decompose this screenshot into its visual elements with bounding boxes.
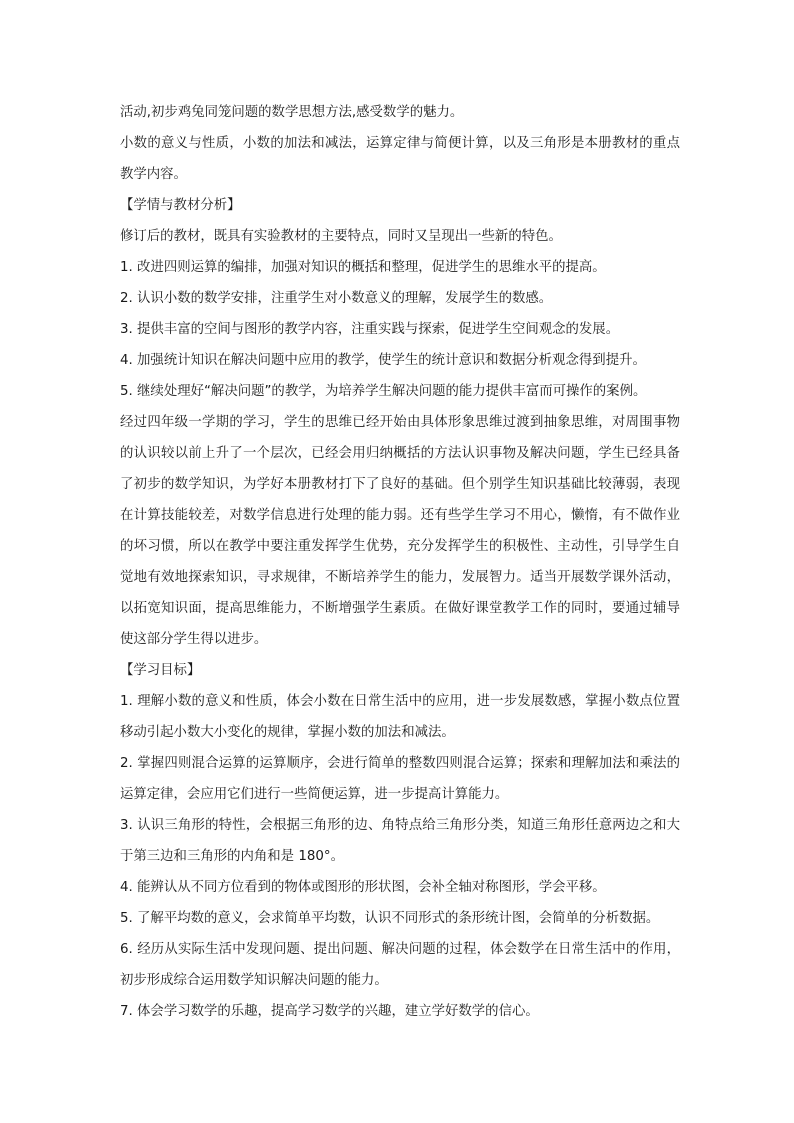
list-item-feature-2: 2. 认识小数的数学安排，注重学生对小数意义的理解，发展学生的数感。 [120, 291, 553, 306]
paragraph-key-content: 小数的意义与性质，小数的加法和减法，运算定律与简便计算，以及三角形是本册教材的重点教学内容。 [120, 136, 680, 182]
list-item-goal-2: 2. 掌握四则混合运算的运算顺序，会进行简单的整数四则混合运算；探索和理解加法和乘法的运算定律，会应用它们进行一些简便运算，进一步提高计算能力。 [120, 756, 680, 802]
document-body [120, 97, 680, 1027]
list-item-goal-6: 6. 经历从实际生活中发现问题、提出问题、解决问题的过程，体会数学在日常生活中的作用，初步形成综合运用数学知识解决问题的能力。 [120, 942, 680, 988]
paragraph-student-analysis: 经过四年级一学期的学习，学生的思维已经开始由具体形象思维过渡到抽象思维，对周围事物的认识较以前上升了一个层次，已经会用归纳概括的方法认识事物及解决问题，学生已经具备了初步的数学知识，为学好本册教材打下了良好的基础。但个别学生知识基础比较薄弱，表现在计算技能较差，对数学信息进行处理的能力弱。还有些学生学习不用心，懒惰，有不做作业的坏习惯，所以在教学中要注重发挥学生优势，充分发挥学生的积极性、主动性，引导学生自觉地有效地探索知识，寻求规律，不断培养学生的能力，发展智力。适当开展数学课外活动，以拓宽知识面，提高思维能力，不断增强学生素质。在做好课堂教学工作的同时，要通过辅导使这部分学生得以进步。 [120, 415, 680, 647]
list-item-feature-4: 4. 加强统计知识在解决问题中应用的教学，使学生的统计意识和数据分析观念得到提升。 [120, 353, 646, 368]
list-item-feature-1: 1. 改进四则运算的编排，加强对知识的概括和整理，促进学生的思维水平的提高。 [120, 260, 606, 275]
list-item-goal-4: 4. 能辨认从不同方位看到的物体或图形的形状图，会补全轴对称图形，学会平移。 [120, 880, 606, 895]
heading-learning-goals: 【学习目标】 [120, 663, 201, 678]
list-item-goal-3: 3. 认识三角形的特性，会根据三角形的边、角特点给三角形分类，知道三角形任意两边之和大于第三边和三角形的内角和是 180°。 [120, 818, 680, 864]
list-item-goal-7: 7. 体会学习数学的乐趣，提高学习数学的兴趣，建立学好数学的信心。 [120, 1004, 539, 1019]
paragraph-activity-intro: 活动,初步鸡兔同笼问题的数学思想方法,感受数学的魅力。 [120, 105, 464, 120]
list-item-goal-1: 1. 理解小数的意义和性质，体会小数在日常生活中的应用，进一步发展数感，掌握小数点位置移动引起小数大小变化的规律，掌握小数的加法和减法。 [120, 694, 680, 740]
list-item-feature-3: 3. 提供丰富的空间与图形的教学内容，注重实践与探索，促进学生空间观念的发展。 [120, 322, 620, 337]
list-item-goal-5: 5. 了解平均数的意义，会求简单平均数，认识不同形式的条形统计图，会简单的分析数据。 [120, 911, 660, 926]
list-item-feature-5: 5. 继续处理好“解决问题”的教学，为培养学生解决问题的能力提供丰富而可操作的案例。 [120, 384, 647, 399]
paragraph-revised-textbook: 修订后的教材，既具有实验教材的主要特点，同时又呈现出一些新的特色。 [120, 229, 562, 244]
heading-learning-analysis: 【学情与教材分析】 [120, 198, 241, 213]
